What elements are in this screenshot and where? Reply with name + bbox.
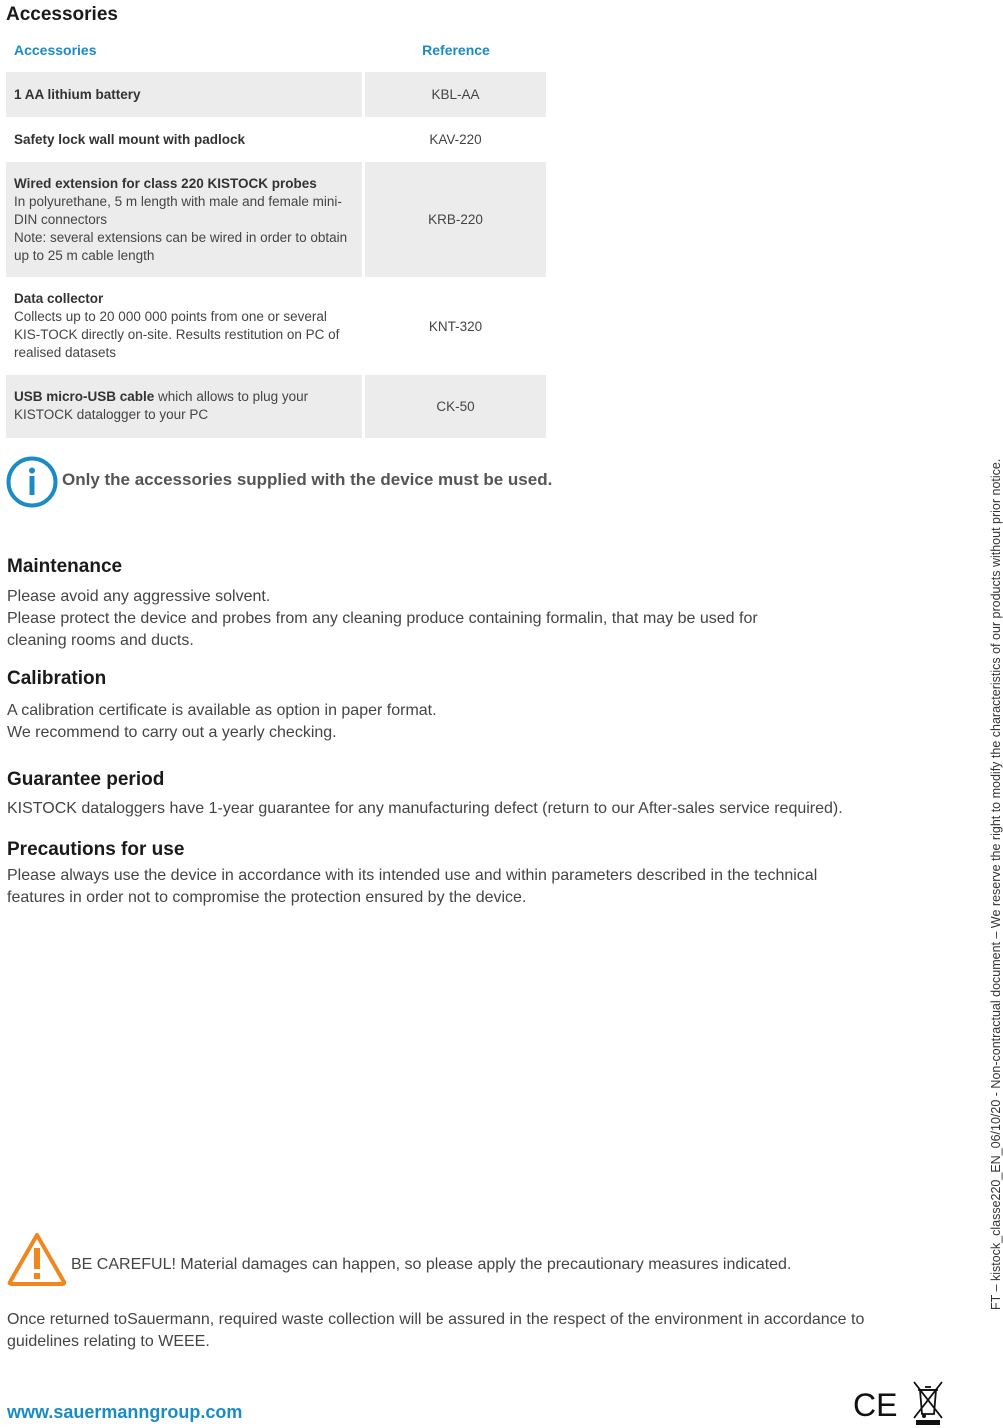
calibration-body xyxy=(7,700,767,744)
table-row xyxy=(6,72,546,117)
website-link[interactable]: www.sauermanngroup.com xyxy=(7,1402,243,1422)
guarantee-text: KISTOCK dataloggers have 1-year guarantee for any manufacturing defect (return to our After-sales service required). xyxy=(7,800,843,817)
warning-icon xyxy=(6,1231,68,1287)
row-detail: In polyurethane, 5 m length with male and female mini-DIN connectors Note: several extensions can be wired in order to obtain up to 25 m cable length xyxy=(14,193,348,263)
table-header xyxy=(6,42,546,62)
row-title: Data collector xyxy=(14,291,104,306)
precautions-title: Precautions for use xyxy=(7,839,185,860)
precautions-text: Please always use the device in accordance with its intended use and within parameters described in the technical features in order not to compromise the protection ensured by the device. xyxy=(7,867,818,906)
ce-mark-text: CE xyxy=(853,1387,898,1423)
row-title: Safety lock wall mount with padlock xyxy=(14,131,246,147)
row-reference: KBL-AA xyxy=(365,72,546,117)
header-reference: Reference xyxy=(422,42,490,58)
info-note-text: Only the accessories supplied with the device must be used. xyxy=(62,470,553,489)
maintenance-line: Please avoid any aggressive solvent. xyxy=(7,588,271,605)
row-reference: CK-50 xyxy=(365,375,546,438)
row-reference: KNT-320 xyxy=(428,318,483,334)
calibration-title: Calibration xyxy=(7,668,107,689)
row-title: Wired extension for class 220 KISTOCK probes xyxy=(14,175,317,191)
maintenance-title: Maintenance xyxy=(7,556,123,577)
table-row xyxy=(6,375,546,438)
side-note: FT – kistock_classe220_EN_06/10/20 - Non-contractual document – We reserve the right to modify the characteristics of our products without prior notice. xyxy=(989,458,1003,1310)
info-note xyxy=(6,456,566,508)
row-detail: which allows to plug your KISTOCK datalogger to your PC xyxy=(14,389,312,422)
table-row xyxy=(6,117,546,162)
calibration-line: We recommend to carry out a yearly checking. xyxy=(7,724,337,741)
weee-bin-icon xyxy=(912,1380,944,1426)
table-row xyxy=(6,162,546,277)
row-title: 1 AA lithium battery xyxy=(14,86,141,102)
row-reference: KRB-220 xyxy=(365,162,546,277)
waste-text: Once returned toSauermann, required waste collection will be assured in the respect of the environment in accordance to guidelines relating to WEEE. xyxy=(7,1311,865,1350)
row-detail: Collects up to 20 000 000 points from one or several KIS-TOCK directly on-site. Results restitution on PC of realised datasets xyxy=(14,309,340,360)
page-title: Accessories xyxy=(6,4,118,25)
row-reference: KAV-220 xyxy=(429,132,482,147)
ce-mark xyxy=(853,1387,898,1423)
maintenance-body xyxy=(7,586,767,652)
table-row xyxy=(6,277,546,375)
calibration-line: A calibration certificate is available as option in paper format. xyxy=(7,702,437,719)
warning-text: BE CAREFUL! Material damages can happen, so please apply the precautionary measures indicated. xyxy=(71,1256,792,1273)
maintenance-line: Please protect the device and probes from any cleaning produce containing formalin, that may be used for cleaning rooms and ducts. xyxy=(7,610,758,649)
header-accessories: Accessories xyxy=(14,42,97,58)
info-icon xyxy=(6,456,58,508)
row-title: USB micro-USB cable xyxy=(14,389,155,404)
warning-note xyxy=(6,1231,906,1287)
guarantee-title: Guarantee period xyxy=(7,769,165,790)
